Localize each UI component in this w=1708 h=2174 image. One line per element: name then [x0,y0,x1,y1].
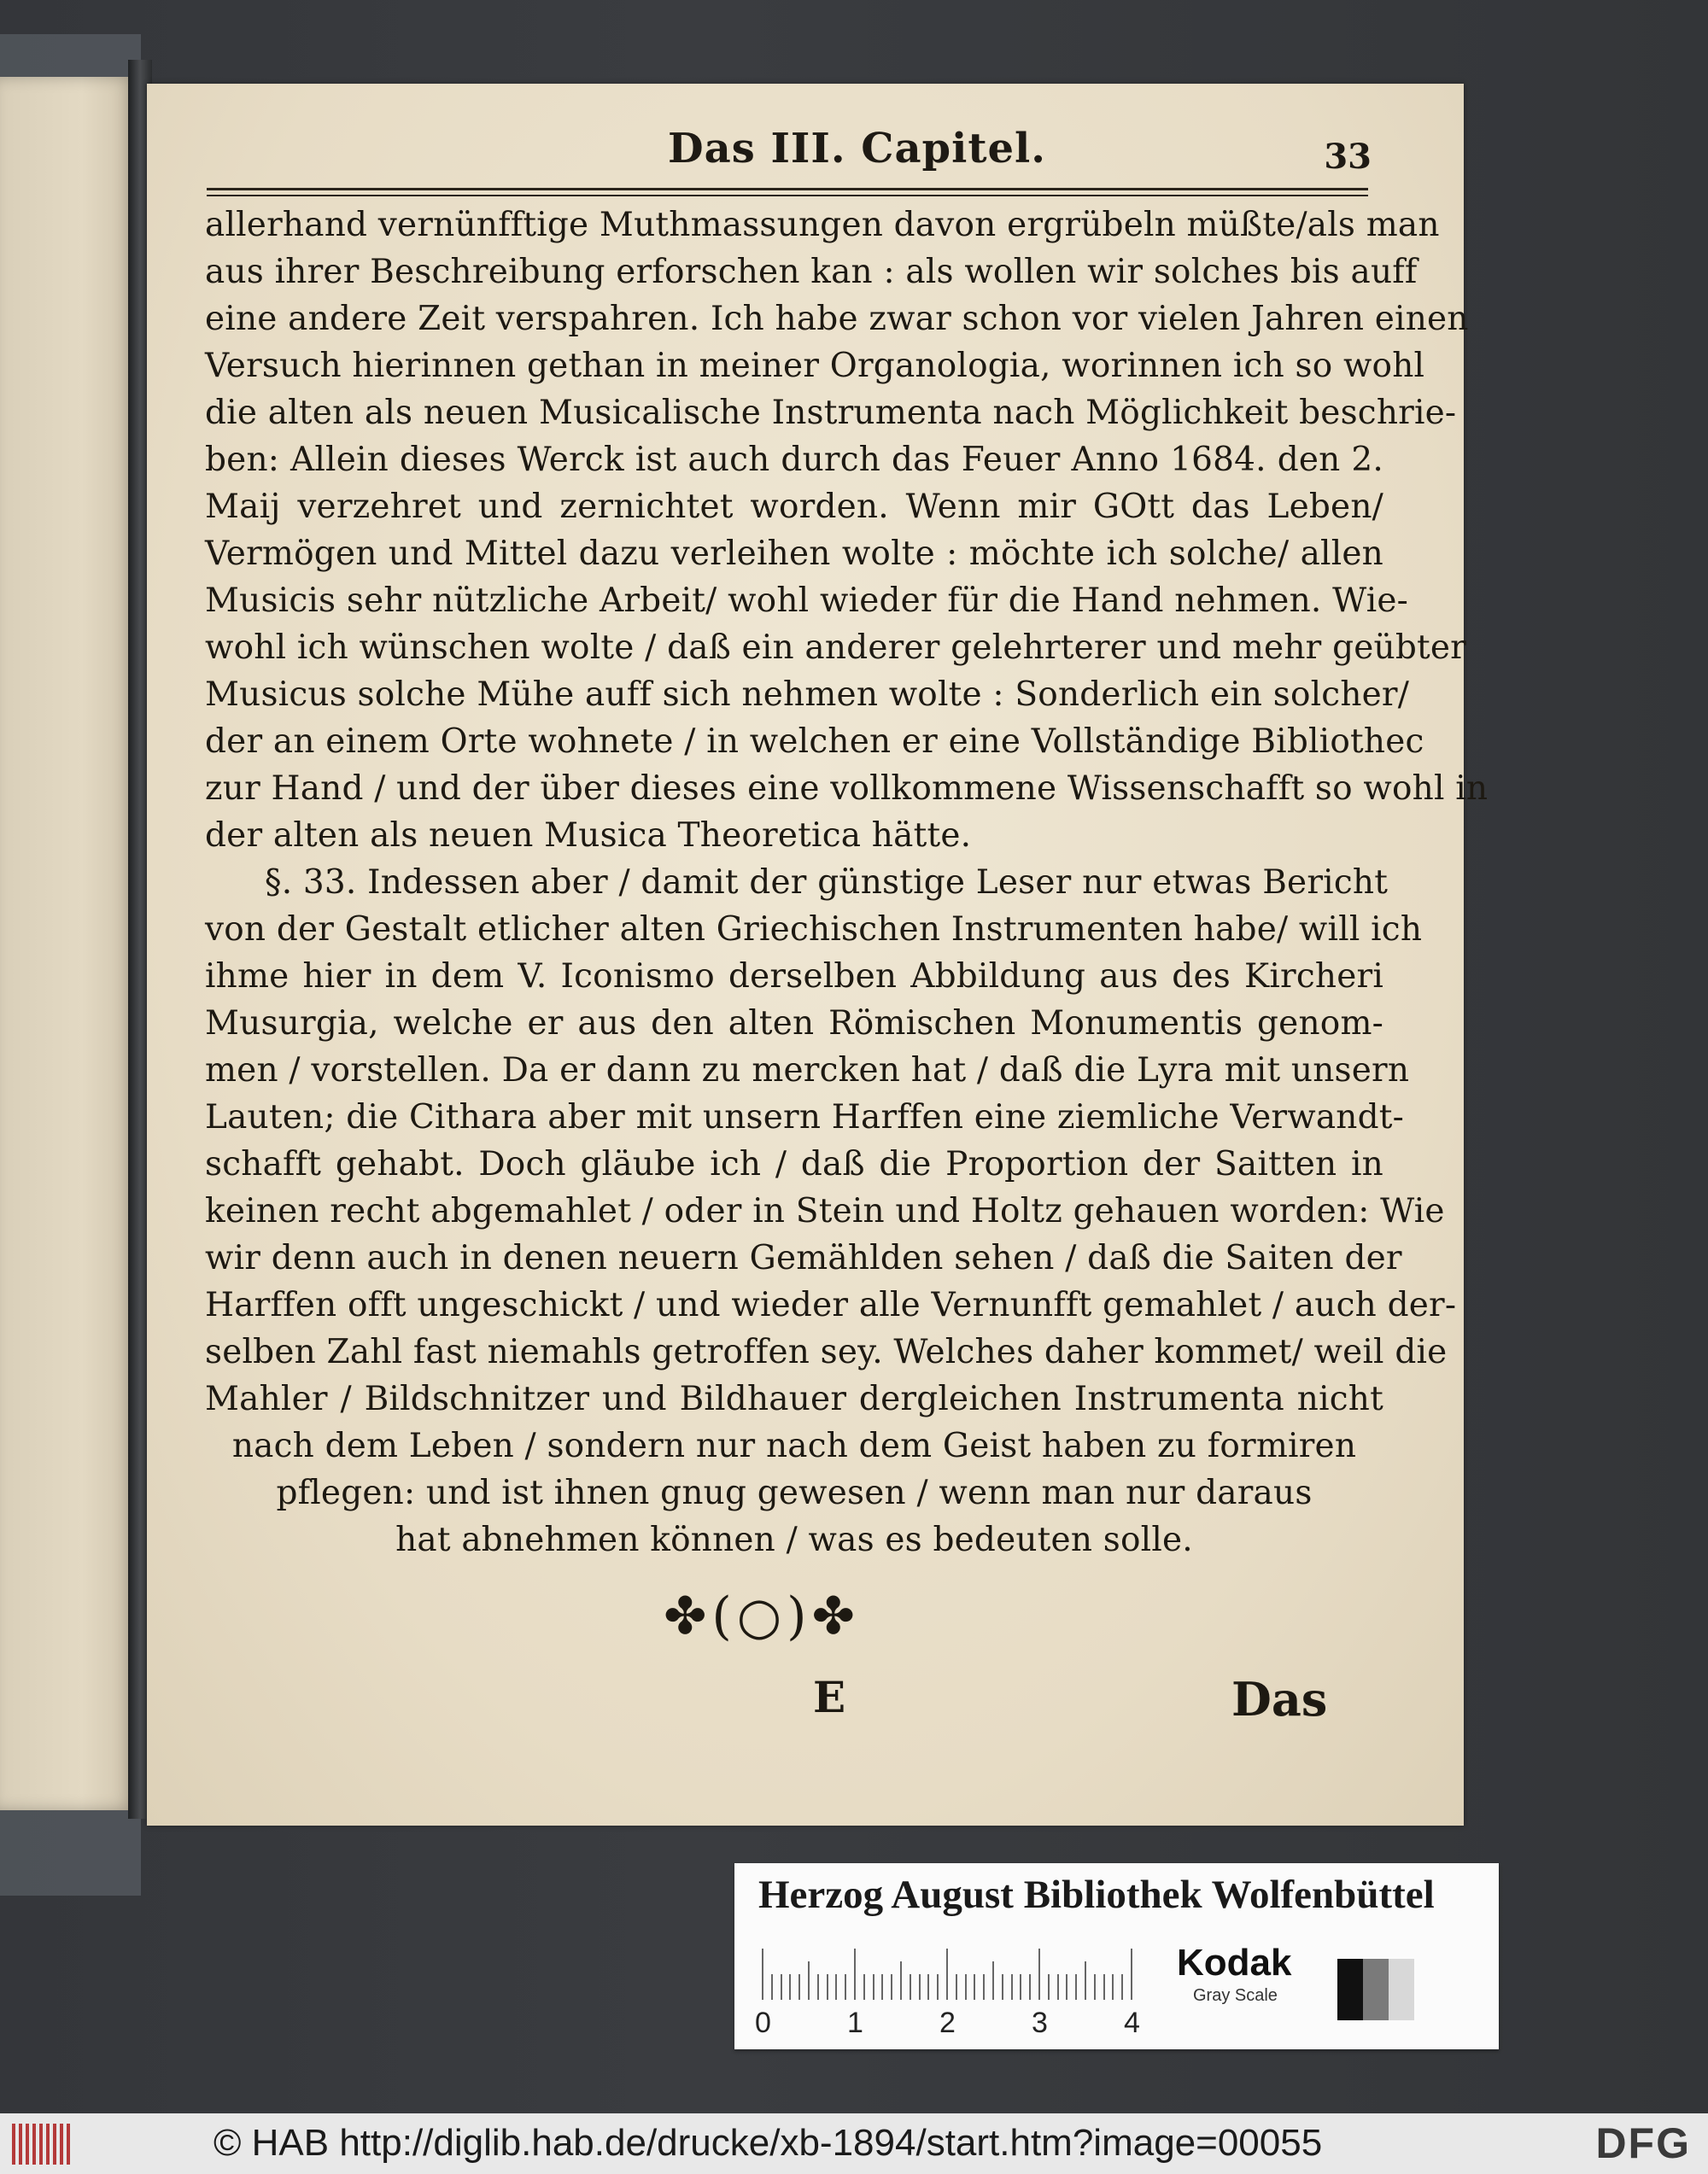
text-line: der alten als neuen Musica Theoretica hätte. [205,816,972,855]
header-rule [207,188,1368,196]
ruler-tick [910,1974,911,2000]
ruler-tick [845,1974,846,2000]
ruler-number: 0 [755,2007,771,2039]
ruler-tick [781,1974,782,2000]
text-line: Musicus solche Mühe auff sich nehmen wolte : Sonderlich ein solcher/ [205,675,1410,714]
ruler-tick [983,1974,985,2000]
previous-page-edge [0,77,137,1810]
ruler-tick [789,1974,791,2000]
ruler-scale [762,1949,1027,2000]
text-line: Mahler / Bildschnitzer und Bildhauer dergleichen Instrumenta nicht [205,1380,1383,1418]
text-line: Lauten; die Cithara aber mit unsern Harffen eine ziemliche Verwandt- [205,1098,1405,1137]
ruler-tick [863,1974,865,2000]
ruler-tick [956,1974,957,2000]
text-line: Musurgia, welche er aus den alten Römischen Monumentis genom- [205,1004,1383,1043]
barcode-icon [12,2124,72,2165]
kodak-logo: Kodak [1177,1942,1292,1984]
text-line: hat abnehmen können / was es bedeuten solle. [395,1521,1193,1559]
text-line: nach dem Leben / sondern nur nach dem Geist haben zu formiren [231,1427,1357,1465]
text-line: von der Gestalt etlicher alten Griechischen Instrumenten habe/ will ich [205,910,1423,949]
ruler-tick [891,1974,892,2000]
ruler-tick [919,1974,921,2000]
ruler-tick [854,1949,856,2000]
ruler-number: 3 [1032,2007,1048,2039]
text-line: Musicis sehr nützliche Arbeit/ wohl wieder für die Hand nehmen. Wie- [205,581,1409,620]
body-text [205,202,1489,1563]
text-line: eine andere Zeit verspahren. Ich habe zwar schon vor vielen Jahren einen [205,300,1469,338]
ruler-tick [771,1974,773,2000]
page-number: 33 [1324,137,1372,177]
ruler-tick [1020,1974,1021,2000]
ruler-tick [1075,1974,1077,2000]
text-line: ihme hier in dem V. Iconismo derselben Abbildung aus des Kircheri [205,957,1383,996]
catchword: Das [1231,1672,1328,1727]
text-line: allerhand vernünfftige Muthmassungen davon ergrübeln müßte/als man [205,206,1440,244]
swatch-light [1389,1959,1414,2020]
color-calibration-card [734,1863,1499,2049]
text-line: selben Zahl fast niemahls getroffen sey. Welches daher kommet/ weil die [205,1333,1448,1371]
ruler-tick [1029,1974,1031,2000]
library-name: Herzog August Bibliothek Wolfenbüttel [758,1873,1435,1917]
ruler-tick [937,1974,939,2000]
ruler-number: 4 [1124,2007,1140,2039]
ruler-tick [1057,1974,1059,2000]
ruler-tick [1085,1961,1086,2000]
ruler-tick [1038,1949,1040,2000]
ruler-tick [1066,1974,1068,2000]
ruler-tick [1011,1974,1013,2000]
swatch-black [1337,1959,1363,2020]
ruler-tick [927,1974,929,2000]
text-line: §. 33. Indessen aber / damit der günstige Leser nur etwas Bericht [265,863,1389,902]
dfg-logo: DFG [1595,2119,1691,2167]
text-line: zur Hand / und der über dieses eine vollkommene Wissenschafft so wohl in [205,769,1489,808]
ruler-tick [762,1949,763,2000]
ruler-tick [1048,1974,1050,2000]
ruler-tick [1094,1974,1096,2000]
text-line: die alten als neuen Musicalische Instrumenta nach Möglichkeit beschrie- [205,394,1457,432]
copyright-url: © HAB http://diglib.hab.de/drucke/xb-1894/start.htm?image=00055 [214,2122,1323,2164]
text-line: Vermögen und Mittel dazu verleihen wolte : möchte ich solche/ allen [205,535,1383,573]
ruler-tick [798,1974,800,2000]
ruler-number: 2 [939,2007,956,2039]
gray-swatches [1337,1959,1414,2020]
ruler-tick [1121,1974,1123,2000]
ruler-tick [992,1961,994,2000]
ruler-tick [900,1961,902,2000]
tailpiece-ornament: ✤(○)✤ [664,1587,860,1646]
ruler-tick [1131,1949,1132,2000]
text-line: der an einem Orte wohnete / in welchen er eine Vollständige Bibliothec [205,722,1424,761]
text-line: Harffen offt ungeschickt / und wieder alle Vernunfft gemahlet / auch der- [205,1286,1457,1324]
ruler-tick [808,1961,810,2000]
ruler-tick [881,1974,883,2000]
ruler-tick [1002,1974,1003,2000]
text-line: Versuch hierinnen gethan in meiner Organologia, worinnen ich so wohl [205,347,1425,385]
text-line: keinen recht abgemahlet / oder in Stein und Holtz gehauen worden: Wie [205,1192,1445,1230]
text-line: wir denn auch in denen neuern Gemählden sehen / daß die Saiten der [205,1239,1402,1277]
text-line: schafft gehabt. Doch gläube ich / daß die Proportion der Saitten in [205,1145,1383,1183]
signature-mark: E [813,1672,846,1722]
ruler-tick [1112,1974,1114,2000]
ruler-tick [817,1974,819,2000]
gray-scale-label: Gray Scale [1193,1986,1278,2005]
ruler-tick [835,1974,837,2000]
swatch-gray [1363,1959,1389,2020]
ruler-tick [965,1974,967,2000]
ruler-tick [873,1974,874,2000]
page-header [147,118,1464,186]
text-line: men / vorstellen. Da er dann zu mercken hat / daß die Lyra mit unsern [205,1051,1410,1090]
ruler-tick [946,1949,948,2000]
running-head: Das III. Capitel. [668,125,1046,172]
footer-bar [0,2113,1708,2174]
text-line: Maij verzehret und zernichtet worden. Wenn mir GOtt das Leben/ [205,488,1383,526]
text-line: wohl ich wünschen wolte / daß ein anderer gelehrterer und mehr geübter [205,628,1467,667]
ruler-tick [1103,1974,1105,2000]
text-line: pflegen: und ist ihnen gnug gewesen / wenn man nur daraus [276,1474,1313,1512]
book-page [147,84,1489,1826]
ruler-number: 1 [847,2007,863,2039]
ruler-tick [827,1974,828,2000]
text-line: aus ihrer Beschreibung erforschen kan : als wollen wir solches bis auff [205,253,1418,291]
ruler-tick [974,1974,975,2000]
text-line: ben: Allein dieses Werck ist auch durch das Feuer Anno 1684. den 2. [205,441,1383,479]
